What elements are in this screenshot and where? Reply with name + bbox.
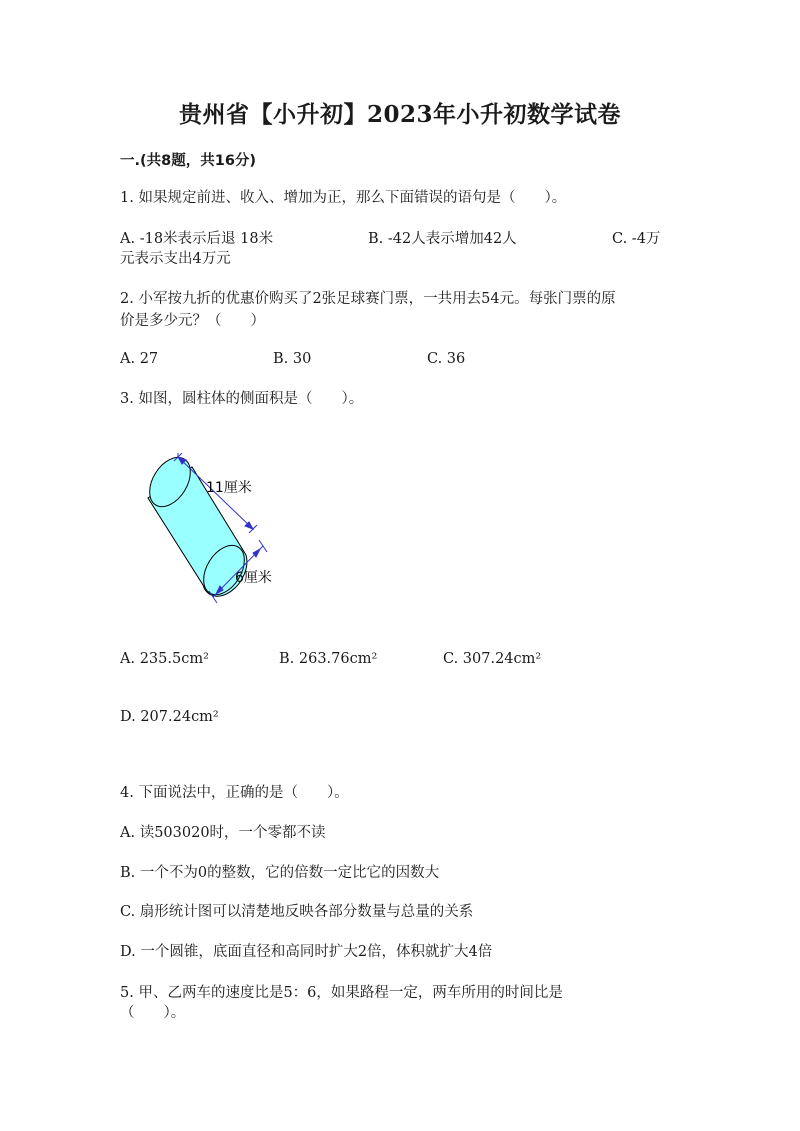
q2-stem-line1: 2. 小军按九折的优惠价购买了2张足球赛门票，一共用去54元。每张门票的原: [120, 291, 616, 307]
q3-stem: 3. 如图，圆柱体的侧面积是（ ）。: [120, 391, 364, 407]
q4-stem: 4. 下面说法中，正确的是（ ）。: [120, 785, 349, 801]
q3-option-d: D. 207.24cm²: [120, 709, 219, 725]
q5-stem-line2: （ ）。: [120, 1005, 186, 1021]
q4-option-b: B. 一个不为0的整数，它的倍数一定比它的因数大: [120, 865, 440, 881]
q3-option-b: B. 263.76cm²: [279, 651, 378, 667]
q2-option-c: C. 36: [427, 351, 466, 367]
q4-option-a: A. 读503020时，一个零都不读: [120, 825, 326, 841]
q2-option-a: A. 27: [120, 351, 159, 367]
length-label: 11厘米: [206, 480, 252, 496]
q4-option-c: C. 扇形统计图可以清楚地反映各部分数量与总量的关系: [120, 904, 474, 920]
section-heading: 一.(共8题，共16分): [120, 153, 257, 169]
q1-option-a: A. -18米表示后退 18米: [120, 231, 274, 247]
q1-option-c-continued: 元表示支出4万元: [120, 251, 231, 267]
cylinder-figure: [120, 440, 320, 610]
q5-stem-line1: 5. 甲、乙两车的速度比是5：6，如果路程一定，两车所用的时间比是: [120, 985, 563, 1001]
diameter-label: 6厘米: [235, 570, 272, 586]
exam-title: 贵州省【小升初】2023年小升初数学试卷: [178, 101, 621, 128]
q2-option-b: B. 30: [273, 351, 312, 367]
q4-option-d: D. 一个圆锥，底面直径和高同时扩大2倍，体积就扩大4倍: [120, 944, 493, 960]
q1-option-b: B. -42人表示增加42人: [368, 231, 517, 247]
q3-option-a: A. 235.5cm²: [120, 651, 209, 667]
q3-option-c: C. 307.24cm²: [443, 651, 542, 667]
q1-stem: 1. 如果规定前进、收入、增加为正，那么下面错误的语句是（ ）。: [120, 190, 567, 206]
q2-stem-line2: 价是多少元？（ ）: [120, 313, 265, 329]
q1-option-c: C. -4万: [612, 231, 661, 247]
